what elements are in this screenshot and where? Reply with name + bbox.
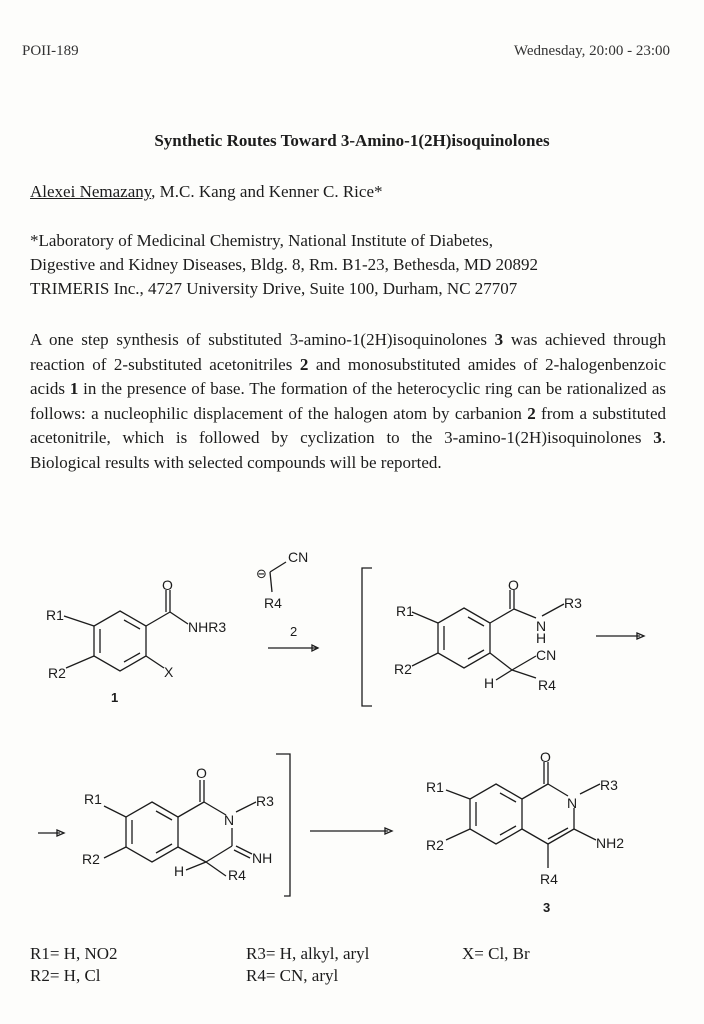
oxygen-label: O	[540, 749, 551, 765]
carbanion-sign: ⊖	[256, 566, 267, 581]
nitrogen-label: N	[536, 618, 547, 634]
abstract-text	[30, 328, 666, 475]
amide-label: NHR3	[188, 619, 227, 635]
oxygen-label: O	[508, 577, 519, 593]
r3-label: R3	[600, 777, 618, 793]
affiliation-line-1: *Laboratory of Medicinal Chemistry, National Institute of Diabetes,	[30, 231, 493, 250]
author-line	[30, 182, 383, 202]
compound-label-3: 3	[543, 900, 551, 915]
legend-r3: R3= H, alkyl, aryl	[246, 944, 370, 963]
r2-label: R2	[48, 665, 66, 681]
oxygen-label: O	[196, 765, 207, 781]
r2-label: R2	[82, 851, 100, 867]
hydrogen-label: H	[484, 675, 495, 691]
nitrogen-label: N	[224, 812, 235, 828]
reaction-scheme	[0, 540, 704, 940]
hydrogen-label: H	[536, 630, 547, 646]
r4-label: R4	[538, 677, 556, 693]
compound-ref: 1	[69, 379, 79, 398]
presenting-author: Alexei Nemazany	[30, 182, 152, 201]
legend-x	[462, 943, 530, 965]
affiliation-line-2: Digestive and Kidney Diseases, Bldg. 8, Rm. B1-23, Bethesda, MD 20892	[30, 255, 539, 274]
session-time: Wednesday, 20:00 - 23:00	[513, 43, 670, 59]
legend-r1-r2	[30, 943, 118, 987]
abstract-segment: A one step synthesis of substituted 3-amino-1(2H)isoquinolones	[30, 330, 495, 349]
compound-3-structure	[426, 749, 624, 915]
compound-1-structure	[46, 577, 226, 705]
r3-label: R3	[256, 793, 274, 809]
intermediate-1-structure	[394, 577, 582, 693]
halogen-label: X	[164, 664, 174, 680]
compound-label-1: 1	[111, 690, 119, 705]
compound-2-structure	[256, 549, 318, 651]
abstract-segment: . Biological results with selected compounds will be reported.	[30, 428, 666, 472]
nitrile-label: CN	[536, 647, 557, 663]
page-title: Synthetic Routes Toward 3-Amino-1(2H)isoquinolones	[154, 131, 550, 150]
r4-label: R4	[228, 867, 246, 883]
amino-label: NH2	[596, 835, 625, 851]
compound-ref: 2	[299, 354, 309, 374]
legend-x-value: X= Cl, Br	[462, 944, 530, 963]
r2-label: R2	[426, 837, 444, 853]
r3-label: R3	[564, 595, 582, 611]
affiliations	[30, 229, 666, 301]
abstract-segment: was achieved through reaction of 2-substituted acetonitriles	[30, 330, 666, 374]
r1-label: R1	[84, 791, 102, 807]
co-authors: , M.C. Kang and Kenner C. Rice*	[151, 182, 383, 201]
legend-r3-r4	[246, 943, 369, 987]
r2-label: R2	[394, 661, 412, 677]
r1-label: R1	[396, 603, 414, 619]
legend-r4: R4= CN, aryl	[246, 966, 339, 985]
legend-r1: R1= H, NO2	[30, 944, 118, 963]
nitrogen-label: N	[567, 795, 578, 811]
legend-r2: R2= H, Cl	[30, 966, 101, 985]
imine-label: NH	[252, 850, 273, 866]
compound-label-2: 2	[290, 624, 298, 639]
nitrile-label: CN	[288, 549, 309, 565]
r1-label: R1	[426, 779, 444, 795]
compound-ref: 3	[494, 330, 504, 349]
abstract-segment: in the presence of base. The formation of the heterocyclic ring can be rationalized as follows: a nucleophilic displacement of the halogen atom by carbanion	[30, 379, 666, 423]
hydrogen-label: H	[174, 863, 185, 879]
intermediate-2-structure	[82, 765, 274, 883]
affiliation-line-3: TRIMERIS Inc., 4727 University Drive, Suite 100, Durham, NC 27707	[30, 279, 518, 298]
r4-label: R4	[540, 871, 558, 887]
abstract-segment: from a substituted acetonitrile, which is followed by cyclization to the 3-amino-1(2H)isoquinolones	[30, 403, 666, 447]
compound-ref: 2	[527, 403, 536, 423]
poster-code: POII-189	[22, 43, 79, 59]
r4-label: R4	[264, 595, 282, 611]
abstract-segment: and monosubstituted amides of 2-halogenbenzoic acids	[30, 354, 666, 398]
r1-label: R1	[46, 607, 64, 623]
oxygen-label: O	[162, 577, 173, 593]
compound-ref: 3	[653, 428, 662, 447]
